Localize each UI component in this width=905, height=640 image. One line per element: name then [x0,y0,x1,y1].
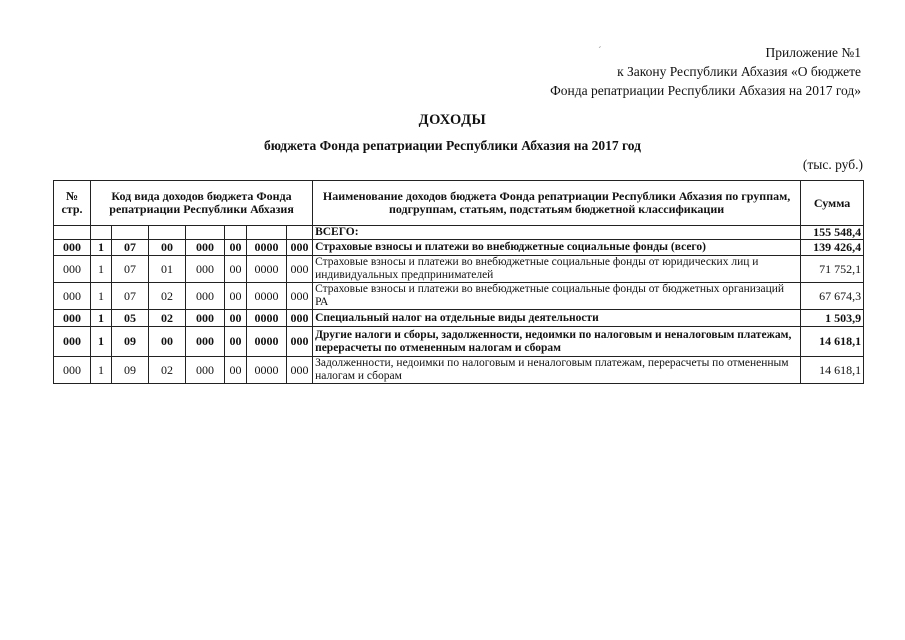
income-name: Страховые взносы и платежи во внебюджетные социальные фонды (всего) [313,240,801,256]
code-cell: 00 [225,327,247,357]
header-num: № стр. [54,181,91,226]
income-sum: 67 674,3 [801,283,864,310]
document-subtitle: бюджета Фонда репатриации Республики Абхазия на 2017 год [264,138,641,153]
income-name: Другие налоги и сборы, задолженности, недоимки по налоговым и неналоговым платежам, перерасчеты по отмененным налогам и сборам [313,327,801,357]
scan-mark: ˊ [598,45,602,57]
code-cell: 02 [149,310,186,327]
code-cell: 000 [287,327,313,357]
code-cell: 1 [91,327,112,357]
code-cell: 0000 [247,357,287,384]
income-name: Задолженности, недоимки по налоговым и неналоговым платежам, перерасчеты по отмененным налогам и сборам [313,357,801,384]
income-name: Специальный налог на отдельные виды деятельности [313,310,801,327]
code-cell: 000 [186,283,225,310]
code-cell: 0000 [247,327,287,357]
income-sum: 14 618,1 [801,357,864,384]
income-sum: 14 618,1 [801,327,864,357]
code-cell: 000 [186,310,225,327]
income-sum: 71 752,1 [801,256,864,283]
code-cell: 00 [225,310,247,327]
code-cell: 000 [287,256,313,283]
code-cell: 000 [54,256,91,283]
table-row [54,256,864,283]
units-label: (тыс. руб.) [802,157,863,172]
appendix-line-2: к Закону Республики Абхазия «О бюджете [617,64,861,79]
code-cell: 000 [186,240,225,256]
total-cell-empty [186,226,225,240]
code-cell: 07 [112,283,149,310]
code-cell: 000 [186,357,225,384]
code-cell: 000 [54,240,91,256]
code-cell: 09 [112,357,149,384]
code-cell: 000 [186,327,225,357]
code-cell: 0000 [247,256,287,283]
code-cell: 1 [91,283,112,310]
total-cell-empty [112,226,149,240]
total-row [54,226,864,240]
code-cell: 1 [91,256,112,283]
code-cell: 09 [112,327,149,357]
code-cell: 00 [149,240,186,256]
total-sum: 155 548,4 [801,226,864,240]
income-name: Страховые взносы и платежи во внебюджетные социальные фонды от юридических лиц и индивидуальных предпринимателей [313,256,801,283]
appendix-line-3: Фонда репатриации Республики Абхазия на 2017 год» [550,83,861,98]
code-cell: 05 [112,310,149,327]
code-cell: 00 [225,357,247,384]
code-cell: 00 [225,256,247,283]
code-cell: 07 [112,240,149,256]
income-sum: 139 426,4 [801,240,864,256]
code-cell: 0000 [247,310,287,327]
appendix-line-1: Приложение №1 [765,45,861,60]
code-cell: 000 [54,283,91,310]
code-cell: 000 [287,310,313,327]
income-sum: 1 503,9 [801,310,864,327]
table-row [54,310,864,327]
code-cell: 0000 [247,283,287,310]
total-cell-empty [54,226,91,240]
table-row [54,357,864,384]
code-cell: 01 [149,256,186,283]
total-label: ВСЕГО: [313,226,801,240]
table-row [54,283,864,310]
code-cell: 07 [112,256,149,283]
code-cell: 00 [225,240,247,256]
table-row [54,327,864,357]
appendix-header [441,43,861,100]
header-code: Код вида доходов бюджета Фонда репатриации Республики Абхазия [91,181,313,226]
code-cell: 000 [287,283,313,310]
code-cell: 000 [54,310,91,327]
header-name: Наименование доходов бюджета Фонда репатриации Республики Абхазия по группам, подгруппам, статьям, подстатьям бюджетной классификации [313,181,801,226]
code-cell: 1 [91,357,112,384]
income-name: Страховые взносы и платежи во внебюджетные социальные фонды от бюджетных организаций РА [313,283,801,310]
code-cell: 000 [287,357,313,384]
total-cell-empty [149,226,186,240]
code-cell: 02 [149,283,186,310]
code-cell: 000 [186,256,225,283]
total-cell-empty [287,226,313,240]
code-cell: 000 [54,327,91,357]
total-cell-empty [225,226,247,240]
code-cell: 000 [54,357,91,384]
code-cell: 1 [91,240,112,256]
header-sum: Сумма [801,181,864,226]
income-table-body [54,226,864,384]
code-cell: 00 [225,283,247,310]
code-cell: 00 [149,327,186,357]
income-table [53,180,864,384]
code-cell: 000 [287,240,313,256]
code-cell: 02 [149,357,186,384]
total-cell-empty [247,226,287,240]
code-cell: 1 [91,310,112,327]
total-cell-empty [91,226,112,240]
table-row [54,240,864,256]
document-title: ДОХОДЫ [418,112,487,128]
code-cell: 0000 [247,240,287,256]
